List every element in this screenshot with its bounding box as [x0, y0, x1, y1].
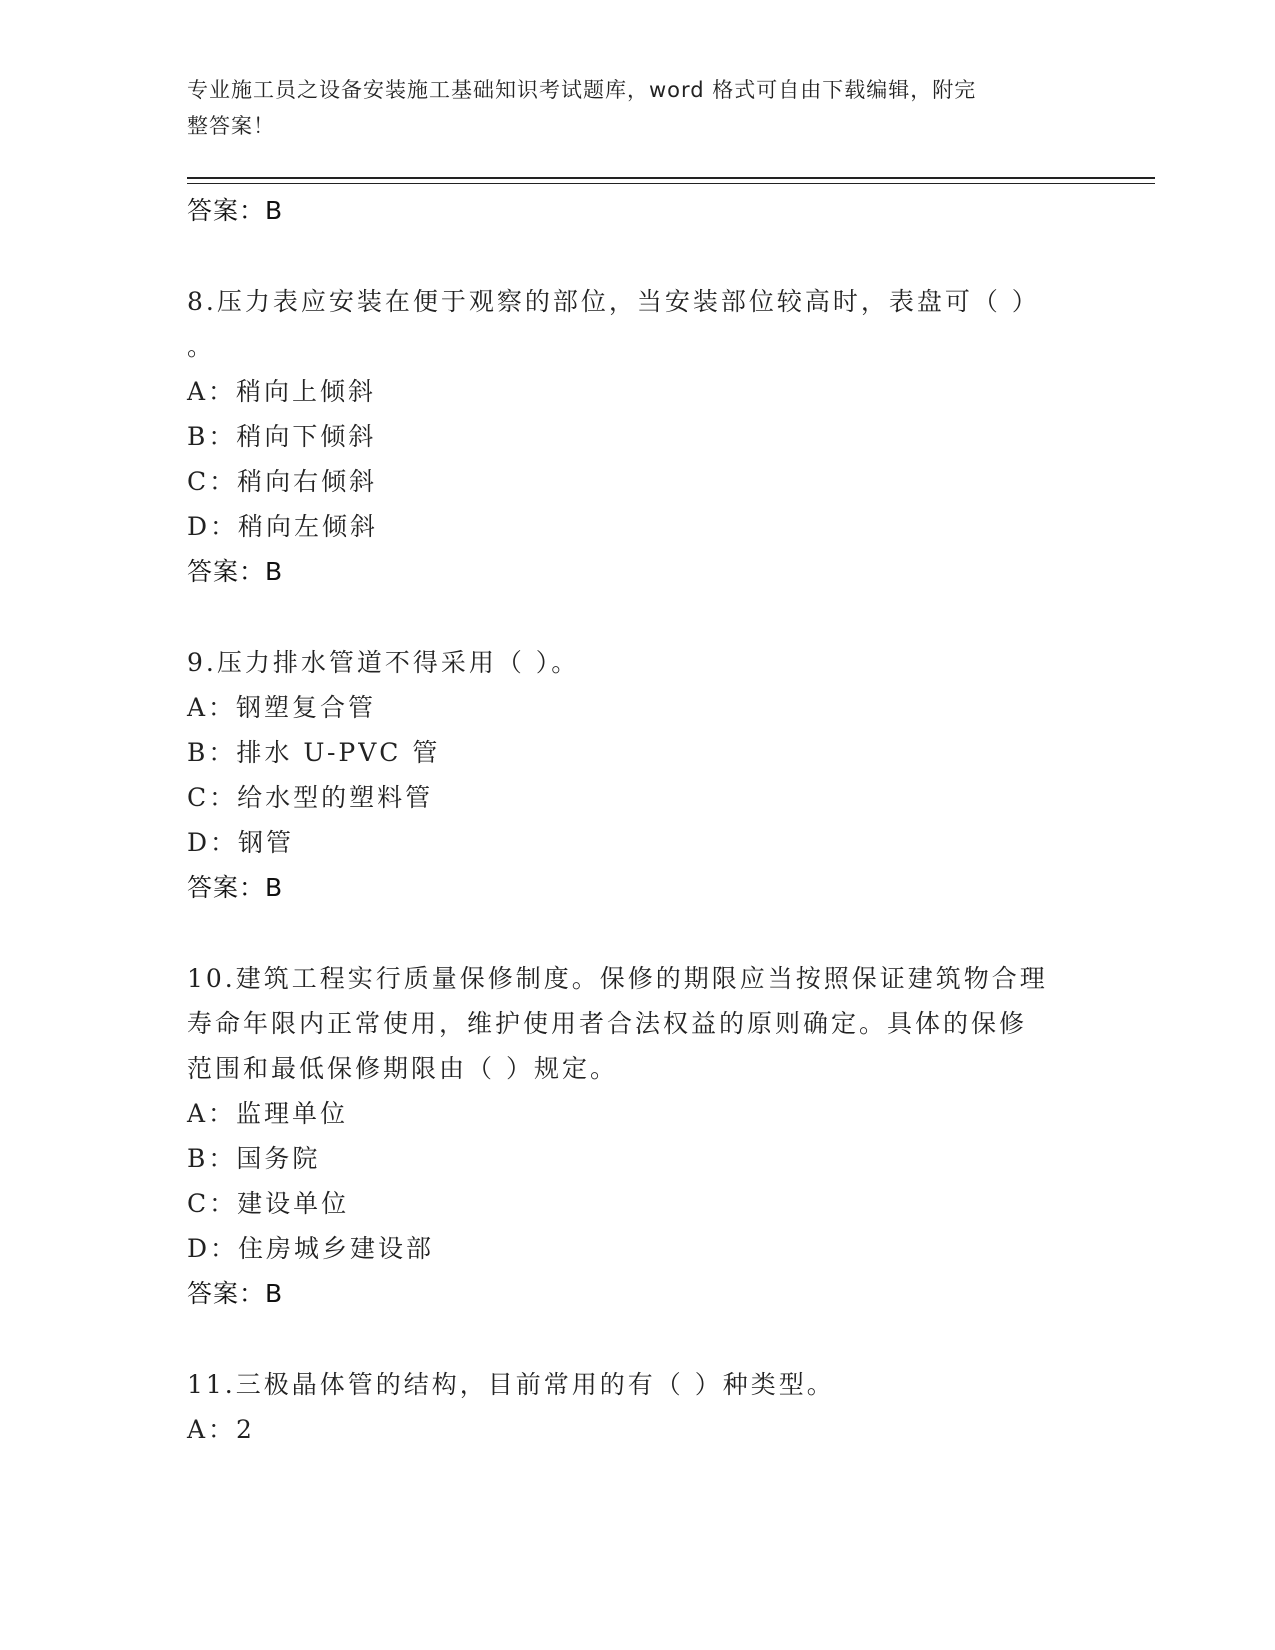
option-a: A：钢塑复合管	[187, 693, 377, 722]
question-stem-line: 11.三极晶体管的结构，目前常用的有（ ）种类型。	[187, 1370, 835, 1399]
page-header	[187, 72, 1067, 144]
answer-line: 答案：B	[187, 557, 284, 586]
answer-line: 答案：B	[187, 196, 284, 225]
header-rule	[187, 177, 1155, 179]
question-stem-line: 。	[187, 332, 216, 361]
document-body	[187, 188, 1087, 1452]
question-gap	[187, 910, 1087, 956]
option-c: C：建设单位	[187, 1189, 350, 1218]
question-9	[187, 640, 1087, 910]
option-b: B：国务院	[187, 1144, 321, 1173]
option-c: C：稍向右倾斜	[187, 467, 378, 496]
option-d: D：稍向左倾斜	[187, 512, 379, 541]
question-gap	[187, 594, 1087, 640]
option-a: A：监理单位	[187, 1099, 349, 1128]
question-8	[187, 279, 1087, 594]
question-gap	[187, 1316, 1087, 1362]
question-stem-line: 范围和最低保修期限由（ ）规定。	[187, 1054, 618, 1083]
option-a: A：稍向上倾斜	[187, 377, 377, 406]
option-d: D：钢管	[187, 828, 295, 857]
question-stem-line: 10.建筑工程实行质量保修制度。保修的期限应当按照保证建筑物合理	[187, 964, 1048, 993]
option-c: C：给水型的塑料管	[187, 783, 434, 812]
header-title-line-2: 整答案！	[187, 114, 275, 138]
header-rule-thin	[187, 183, 1155, 184]
option-b: B：稍向下倾斜	[187, 422, 377, 451]
option-a: A：2	[187, 1415, 255, 1444]
question-stem-line: 8.压力表应安装在便于观察的部位，当安装部位较高时，表盘可（ ）	[187, 287, 1040, 316]
question-stem-line: 9.压力排水管道不得采用（ ）。	[187, 648, 580, 677]
option-d: D：住房城乡建设部	[187, 1234, 435, 1263]
answer-line: 答案：B	[187, 873, 284, 902]
answer-line: 答案：B	[187, 1279, 284, 1308]
option-b: B：排水 U-PVC 管	[187, 738, 441, 767]
question-gap	[187, 233, 1087, 279]
question-11	[187, 1362, 1087, 1452]
question-stem-line: 寿命年限内正常使用，维护使用者合法权益的原则确定。具体的保修	[187, 1009, 1028, 1038]
question-10	[187, 956, 1087, 1316]
header-title-line-1: 专业施工员之设备安装施工基础知识考试题库，word 格式可自由下载编辑，附完	[187, 78, 977, 102]
